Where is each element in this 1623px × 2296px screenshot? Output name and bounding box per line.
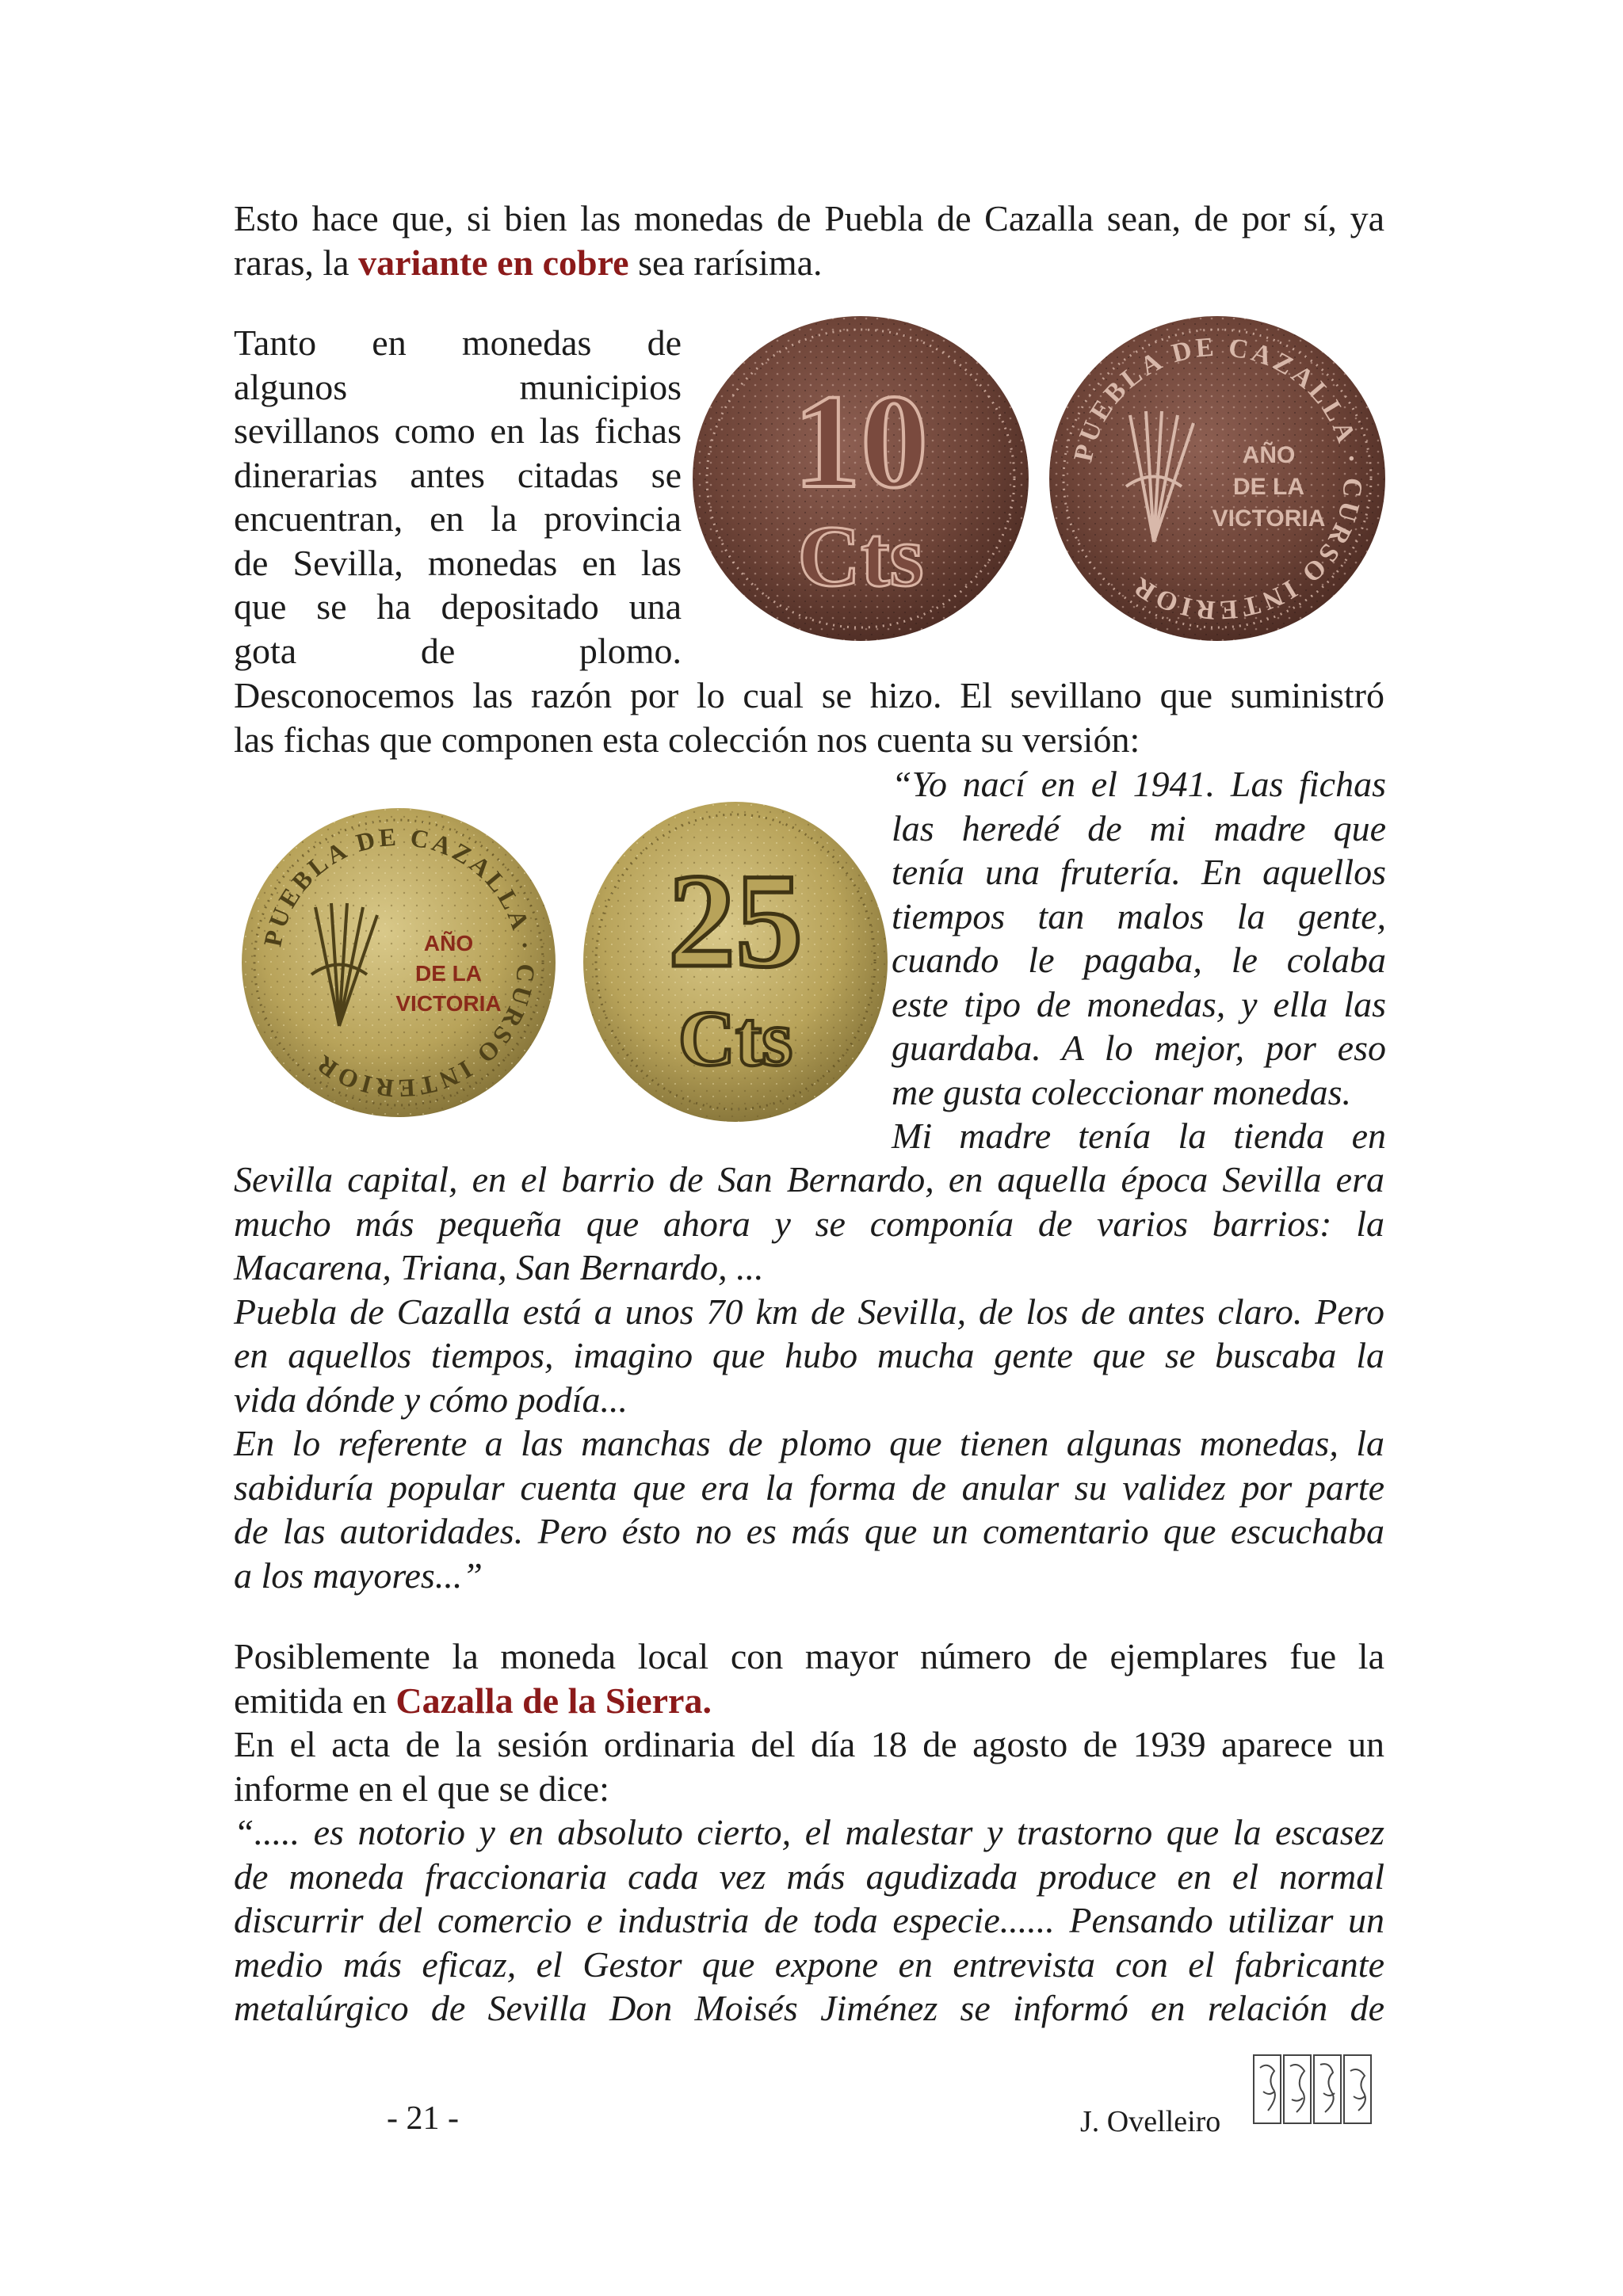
coin-center-text: DE LA <box>1233 474 1304 500</box>
text-run: raras, la <box>234 242 359 283</box>
coin-10-cts-reverse <box>1043 304 1392 657</box>
text-line: En lo referente a las manchas de plomo que tienen algunas monedas, la <box>234 1423 1384 1463</box>
text-run: emitida en <box>234 1680 396 1721</box>
text-line: las fichas que componen esta colección nos cuenta su versión: <box>234 719 1140 760</box>
text-run: sea rarísima. <box>628 242 823 283</box>
text-line: me gusta coleccionar monedas. <box>892 1071 1351 1112</box>
coin-center-text: VICTORIA <box>395 991 502 1016</box>
text-line: Sevilla capital, en el barrio de San Bernardo, en aquella época Sevilla era <box>234 1159 1384 1199</box>
text-line: tiempos tan malos la gente, <box>892 895 1386 936</box>
text-line: a los mayores...” <box>234 1554 483 1596</box>
text-line: de Sevilla, monedas en las <box>234 542 682 583</box>
paragraph-line: Posiblemente la moneda local con mayor número de ejemplares fue la <box>234 1636 1384 1676</box>
paragraph-lead-column <box>234 321 682 673</box>
coin-center-text: DE LA <box>415 961 482 986</box>
coin-10-cts-obverse <box>686 304 1035 657</box>
paragraph-line: En el acta de la sesión ordinaria del día 18 de agosto de 1939 aparece un <box>234 1724 1384 1764</box>
quote-continued <box>234 1158 1384 1597</box>
text-line: Puebla de Cazalla está a unos 70 km de Sevilla, de los de antes claro. Pero <box>234 1291 1384 1332</box>
text-line: las heredé de mi madre que <box>892 807 1386 849</box>
paragraph-line: Esto hace que, si bien las monedas de Puebla de Cazalla sean, de por sí, ya <box>234 198 1384 238</box>
text-line: medio más eficaz, el Gestor que expone en entrevista con el fabricante <box>234 1943 1384 1985</box>
text-line: dinerarias antes citadas se <box>234 454 682 495</box>
text-line: vida dónde y cómo podía... <box>234 1379 628 1420</box>
quote-acta <box>234 1810 1384 2031</box>
paragraph-line <box>234 1679 1384 1723</box>
text-line: este tipo de monedas, y ella las <box>892 983 1386 1024</box>
text-line: Macarena, Triana, San Bernardo, ... <box>234 1247 764 1287</box>
text-line: cuando le pagaba, le colaba <box>892 940 1386 980</box>
text-line: tenía una frutería. En aquellos <box>892 852 1386 892</box>
text-line: Tanto en monedas de <box>234 322 682 363</box>
paragraph-cazalla <box>234 1634 1384 1810</box>
highlight-cazalla-de-la-sierra: Cazalla de la Sierra. <box>395 1680 712 1721</box>
text-line: de moneda fraccionaria cada vez más agudizada produce en el normal <box>234 1855 1384 1897</box>
coin-25-cts-obverse <box>236 800 561 1129</box>
coin-unit-text: Cts <box>797 508 924 605</box>
text-line: sabiduría popular cuenta que era la forma de anular su validez por parte <box>234 1466 1384 1508</box>
coin-center-text: AÑO <box>1242 442 1296 468</box>
coin-25-cts-reverse <box>577 795 894 1132</box>
text-line: gota de plomo. <box>234 630 682 671</box>
text-line: algunos municipios <box>234 366 682 407</box>
text-line: que se ha depositado una <box>234 586 682 627</box>
text-line: Mi madre tenía la tienda en <box>892 1116 1386 1156</box>
coin-ring-textpath: PUEBLA DE CAZALLA · CURSO INTERIOR <box>1068 332 1368 625</box>
coin-center-text: VICTORIA <box>1212 505 1326 532</box>
paragraph-line: informe en el que se dice: <box>234 1768 609 1809</box>
text-line: discurrir del comercio e industria de toda especie...... Pensando utilizar un <box>234 1900 1384 1940</box>
text-line: mucho más pequeña que ahora y se componía de varios barrios: la <box>234 1203 1384 1244</box>
paragraph-line <box>234 241 1384 285</box>
text-line: “..... es notorio y en absoluto cierto, el malestar y trastorno que la escasez <box>234 1812 1384 1852</box>
author-name: J. Ovelleiro <box>1080 2105 1221 2138</box>
paragraph-lead-continued <box>234 673 1384 761</box>
text-line: “Yo nací en el 1941. Las fichas <box>892 764 1386 804</box>
quote-side-column <box>892 762 1386 1158</box>
coin-value-text: 25 <box>668 846 803 995</box>
text-line: sevillanos como en las fichas <box>234 410 682 451</box>
text-line: de las autoridades. Pero ésto no es más que un comentario que escuchaba <box>234 1511 1384 1551</box>
text-line: encuentran, en la provincia <box>234 498 682 539</box>
text-line: Desconocemos las razón por lo cual se hizo. El sevillano que suministró <box>234 675 1384 715</box>
highlight-variante-en-cobre: variante en cobre <box>358 242 629 283</box>
text-line: metalúrgico de Sevilla Don Moisés Jiménez se informó en relación de <box>234 1988 1384 2028</box>
coin-unit-text: Cts <box>678 994 793 1082</box>
paragraph-intro <box>234 196 1384 284</box>
coin-center-text: AÑO <box>423 931 474 955</box>
coin-ring-textpath: PUEBLA DE CAZALLA · CURSO INTERIOR <box>258 822 541 1104</box>
text-line: en aquellos tiempos, imagino que hubo mucha gente que se buscaba la <box>234 1335 1384 1375</box>
author-logo-icon <box>1251 2052 1377 2128</box>
text-line: guardaba. A lo mejor, por eso <box>892 1028 1386 1068</box>
coin-value-text: 10 <box>793 367 928 516</box>
page-number: - 21 - <box>387 2100 459 2137</box>
